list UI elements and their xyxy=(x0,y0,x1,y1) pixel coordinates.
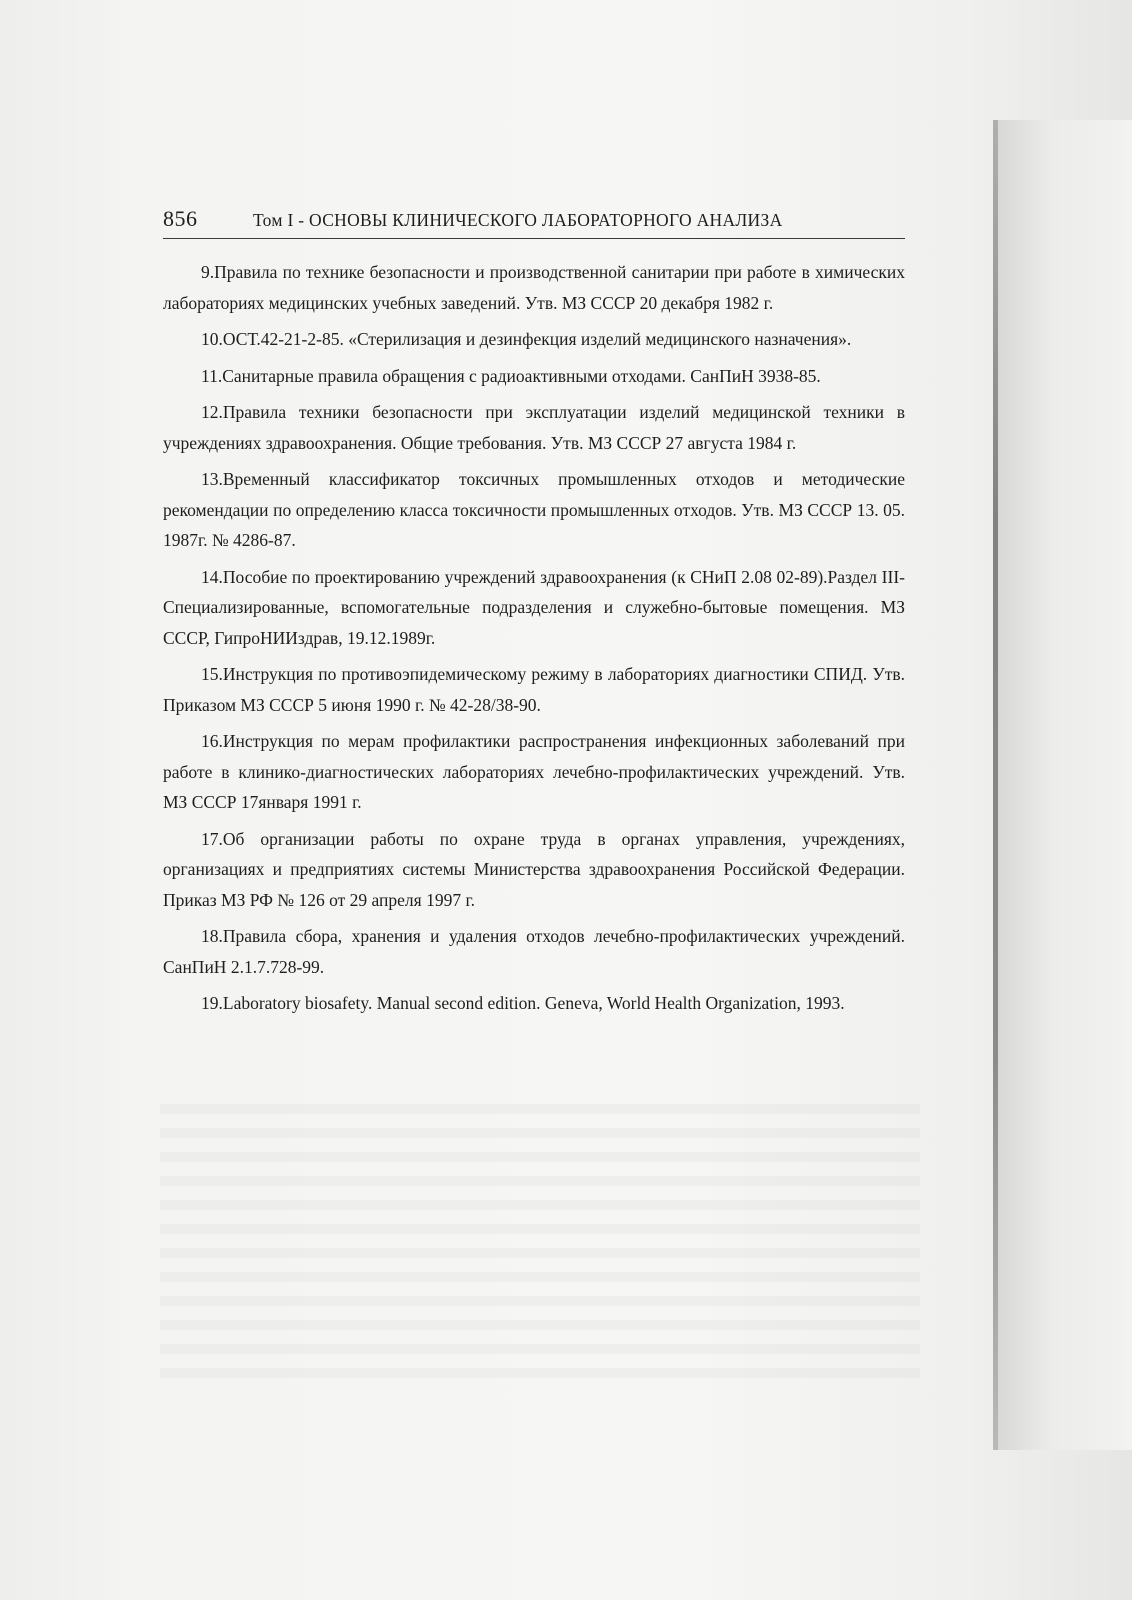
running-head xyxy=(163,206,905,239)
bleed-through-texture xyxy=(160,1090,920,1390)
reference-item: 15.Инструкция по противоэпидемическому режиму в лабораториях диагностики СПИД. Утв. Приказом МЗ СССР 5 июня 1990 г. № 42-28/38-90. xyxy=(163,664,905,715)
page-binding-edge xyxy=(993,120,998,1450)
page-number: 856 xyxy=(163,206,198,231)
reference-item: 10.ОСТ.42-21-2-85. «Стерилизация и дезинфекция изделий медицинского назначения». xyxy=(201,329,852,349)
binding-shadow xyxy=(998,120,1132,1450)
reference-list xyxy=(163,257,905,1019)
reference-item: 11.Санитарные правила обращения с радиоактивными отходами. СанПиН 3938-85. xyxy=(201,365,821,386)
reference-item: 17.Об организации работы по охране труда в органах управления, учреждениях, организациях и предприятиях системы Министерства здравоохранения Российской Федерации. Приказ МЗ РФ № 126 от 29 апреля 1997 г. xyxy=(163,828,905,910)
page-content xyxy=(163,206,905,1025)
reference-item: 12.Правила техники безопасности при эксплуатации изделий медицинской техники в учреждениях здравоохранения. Общие требования. Утв. МЗ СССР 27 августа 1984 г. xyxy=(163,402,905,453)
reference-item: 16.Инструкция по мерам профилактики распространения инфекционных заболеваний при работе в клинико-диагностических лабораториях лечебно-профилактических учреждений. Утв. МЗ СССР 17января 1991 г. xyxy=(163,731,905,812)
reference-item: 19.Laboratory biosafety. Manual second edition. Geneva, World Health Organization, 1993. xyxy=(201,993,845,1013)
reference-item: 14.Пособие по проектированию учреждений здравоохранения (к СНиП 2.08 02-89).Раздел III- Специализированные, вспомогательные подразделения и служебно-бытовые помещения. МЗ СССР, ГипроНИИздрав, 19.12.1989г. xyxy=(163,566,905,648)
running-title: Том I - ОСНОВЫ КЛИНИЧЕСКОГО ЛАБОРАТОРНОГО АНАЛИЗА xyxy=(253,210,783,230)
reference-item: 13.Временный классификатор токсичных промышленных отходов и методические рекомендации по определению класса токсичности промышленных отходов. Утв. МЗ СССР 13. 05. 1987г. № 4286-87. xyxy=(163,469,905,550)
reference-item: 9.Правила по технике безопасности и производственной санитарии при работе в химических лабораториях медицинских учебных заведений. Утв. МЗ СССР 20 декабря 1982 г. xyxy=(163,262,905,313)
reference-item: 18.Правила сбора, хранения и удаления отходов лечебно-профилактических учреждений. СанПиН 2.1.7.728-99. xyxy=(163,926,905,977)
